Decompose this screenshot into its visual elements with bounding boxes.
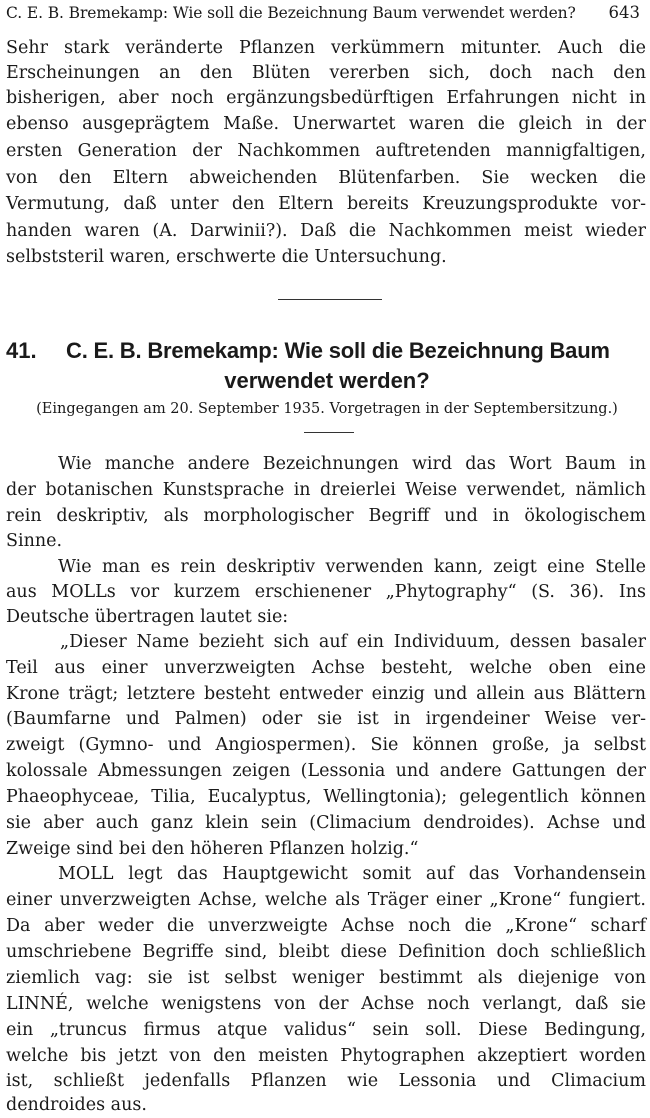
article-heading-line2 [6,366,648,396]
text-line: „Dieser Name bezieht sich auf ein Individuum, dessen basaler [60,632,646,652]
text-line: ebenso ausgeprägtem Maße. Unerwartet waren die gleich in der [6,114,646,134]
text-line: Zweige sind bei den höheren Pflanzen holzig.“ [6,839,419,859]
text-line: Da aber weder die unverzweigte Achse noch die „Krone“ scharf [6,916,646,936]
running-head-title: C. E. B. Bremekamp: Wie soll die Bezeichnung Baum verwendet werden? [6,4,576,22]
text-line: Teil aus einer unverzweigten Achse besteht, welche oben eine [6,658,646,678]
text-line: LINNÉ, welche wenigstens von der Achse noch verlangt, daß sie [6,994,646,1014]
section-divider [278,299,382,300]
text-line: MOLL legt das Hauptgewicht somit auf das Vorhandensein [58,864,646,884]
article-number: 41. [6,338,37,363]
text-line: Wie man es rein deskriptiv verwenden kann, zeigt eine Stelle [58,557,646,577]
text-line: zweigt (Gymno- und Angiospermen). Sie können große, ja selbst [6,735,646,755]
article-heading [6,336,648,366]
text-line: Vermutung, daß unter den Eltern bereits Kreuzungsprodukte vor- [6,194,646,214]
text-line: ist, schließt jedenfalls Pflanzen wie Lessonia und Climacium [6,1071,646,1091]
text-line: (Baumfarne und Palmen) oder sie ist in irgendeiner Weise ver- [6,709,646,729]
text-line: welche bis jetzt von den meisten Phytographen akzeptiert worden [6,1046,646,1066]
text-line: bisherigen, aber noch ergänzungsbedürftigen Erfahrungen nicht in [6,88,646,108]
text-line: von den Eltern abweichenden Blütenfarben. Sie wecken die [6,168,646,188]
text-line: Wie manche andere Bezeichnungen wird das Wort Baum in [58,454,646,474]
text-line: ziemlich vag: sie ist selbst weniger bestimmt als diejenige von [6,968,646,988]
page-number: 643 [608,3,640,22]
text-line: umschriebene Begriffe sind, bleibt diese Definition doch schließlich [6,942,646,962]
text-line: selbststeril waren, erschwerte die Untersuchung. [6,247,447,267]
text-line: dendroides aus. [6,1095,147,1115]
text-line: einer unverzweigten Achse, welche als Träger einer „Krone“ fungiert. [6,890,646,910]
text-line: Deutsche übertragen lautet sie: [6,607,289,627]
short-divider [304,432,354,433]
text-line: Erscheinungen an den Blüten vererben sich, doch nach den [6,63,646,83]
article-title-cont: verwendet werden? [224,368,430,393]
text-line: rein deskriptiv, als morphologischer Begriff und in ökologischem [6,506,646,526]
text-line: aus MOLLs vor kurzem erschienener „Phytography“ (S. 36). Ins [6,582,646,602]
text-line: der botanischen Kunstsprache in dreierlei Weise verwendet, nämlich [6,480,646,500]
running-head [6,2,648,24]
text-line: Phaeophyceae, Tilia, Eucalyptus, Wellingtonia); gelegentlich können [6,787,646,807]
text-line: Sehr stark veränderte Pflanzen verkümmern mitunter. Auch die [6,38,646,58]
text-line: ersten Generation der Nachkommen auftretenden mannigfaltigen, [6,141,646,161]
text-line: handen waren (A. Darwinii?). Daß die Nachkommen meist wieder [6,221,646,241]
text-line: Sinne. [6,531,63,551]
article-title: C. E. B. Bremekamp: Wie soll die Bezeichnung Baum [66,338,610,363]
text-line: kolossale Abmessungen zeigen (Lessonia und andere Gattungen der [6,761,646,781]
text-line: Krone trägt; letztere besteht entweder einzig und allein aus Blättern [6,684,646,704]
received-note: (Eingegangen am 20. September 1935. Vorgetragen in der Septembersitzung.) [36,401,618,417]
text-line: sie aber auch ganz klein sein (Climacium dendroides). Achse und [6,813,646,833]
text-line: ein „truncus firmus atque validus“ sein soll. Diese Bedingung, [6,1020,646,1040]
